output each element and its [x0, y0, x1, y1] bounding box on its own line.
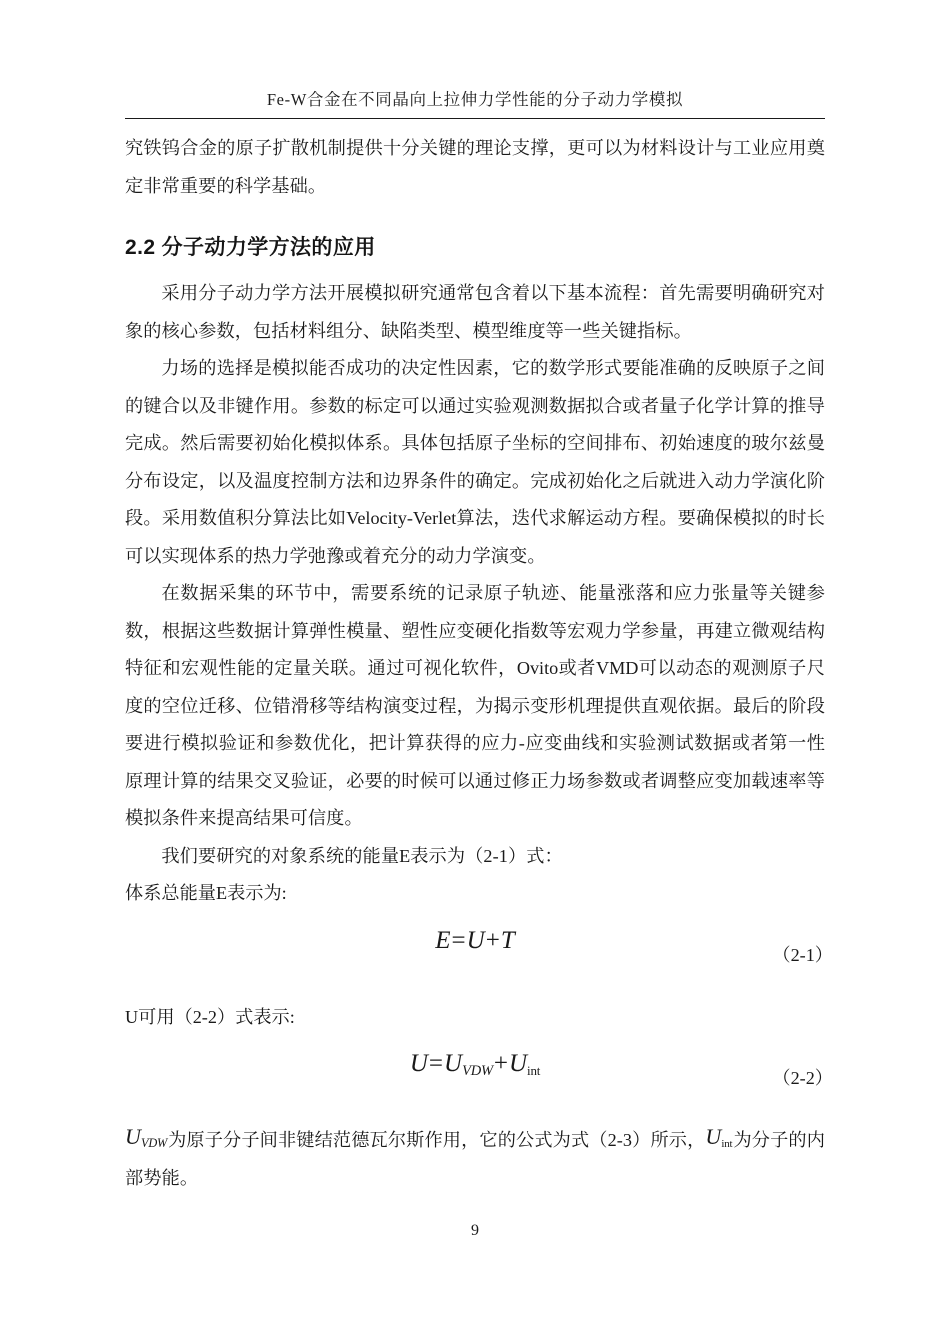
paragraph-5-text-a: 为原子分子间非键结范德瓦尔斯作用，它的公式为式（2-3）所示，	[168, 1130, 706, 1150]
eq2-lhs: U	[409, 1050, 428, 1077]
section-heading-2-2: 2.2 分子动力学方法的应用	[125, 236, 376, 259]
paragraph-2	[125, 350, 825, 575]
eq1-plus: +	[485, 926, 500, 954]
eq1-lhs: E	[435, 926, 451, 954]
paragraph-5-text-b: 为分子的内部势能。	[125, 1130, 825, 1188]
eq2-rhs-1: U	[444, 1050, 463, 1077]
eq2-equals: =	[428, 1050, 443, 1077]
term-ovito: Ovito	[516, 658, 559, 678]
eq2-rhs-1-subscript: VDW	[462, 1063, 493, 1080]
eq1-rhs-1: U	[466, 926, 485, 954]
inline-u-vdw-base: U	[125, 1124, 141, 1149]
header-rule	[125, 118, 825, 119]
equation-number-2-1: （2-1）	[772, 944, 833, 965]
lead-line-1-text-a: 体系总能量	[125, 883, 216, 903]
lead-line-2-text: 可用（2-2）式表示:	[138, 1006, 295, 1027]
paragraph-3	[125, 575, 825, 838]
eq2-rhs-2-subscript: int	[527, 1062, 541, 1078]
page-number: 9	[471, 1222, 479, 1239]
lead-line-potential-energy	[125, 999, 825, 1037]
term-velocity-verlet: Velocity-Verlet	[346, 508, 457, 528]
symbol-e-lead: E	[215, 883, 228, 903]
symbol-e-inline: E	[399, 845, 411, 866]
lead-line-total-energy	[125, 875, 825, 913]
paragraph-2-text-a: 力场的选择是模拟能否成功的决定性因素，它的数学形式要能准确的反映原子之间的键合以及非键作用。参数的标定可以通过实验观测数据拟合或者量子化学计算的推导完成。然后需要初始化模拟体系。具体包括原子坐标的空间排布、初始速度的玻尔兹曼分布设定，以及温度控制方法和边界条件的确定。完成初始化之后就进入动力学演化阶段。采用数值积分算法比如	[125, 358, 825, 528]
spacer-after-eq-2-2	[125, 1112, 825, 1122]
page-body	[125, 130, 833, 1197]
equation-number-2-2: （2-2）	[772, 1068, 833, 1088]
equation-row-2-1	[125, 926, 833, 985]
inline-symbol-u-vdw	[125, 1124, 168, 1149]
paragraph-3-text-b: 可以动态的观测原子尺度的空位迁移、位错滑移等结构演变过程，为揭示变形机理提供直观依据。最后的阶段要进行模拟验证和参数优化，把计算获得的应力-应变曲线和实验测试数据或者第一性原理计算的结果交叉验证，必要的时候可以通过修正力场参数或者调整应变加载速率等模拟条件来提高结果可信度。	[125, 658, 825, 828]
paragraph-continued: 究铁钨合金的原子扩散机制提供十分关键的理论支撑，更可以为材料设计与工业应用奠定非常重要的科学基础。	[125, 138, 825, 196]
spacer-after-eq-2-1	[125, 989, 825, 999]
paragraph-4	[125, 838, 825, 876]
paragraph-4-text-b: 表示为（2-1）式：	[410, 845, 563, 866]
paragraph-3-text-a: 在数据采集的环节中，需要系统的记录原子轨迹、能量涨落和应力张量等关键参数，根据这些数据计算弹性模量、塑性应变硬化指数等宏观力学参量，再建立微观结构特征和宏观性能的定量关联。通过可视化软件，	[125, 583, 825, 678]
inline-u-int-base: U	[705, 1124, 722, 1149]
eq2-plus: +	[493, 1050, 508, 1077]
paragraph-5	[125, 1122, 825, 1197]
lead-line-1-text-b: 表示为:	[227, 883, 287, 903]
paragraph-1: 采用分子动力学方法开展模拟研究通常包含着以下基本流程：首先需要明确研究对象的核心参数，包括材料组分、缺陷类型、模型维度等一些关键指标。	[125, 283, 825, 341]
term-vmd: VMD	[595, 658, 639, 678]
inline-u-vdw-subscript: VDW	[141, 1136, 168, 1151]
paragraph-2-text-b: 算法，迭代求解运动方程。要确保模拟的时长可以实现体系的热力学弛豫或着充分的动力学演变。	[125, 508, 825, 566]
paragraph-3-text-mid: 或者	[558, 658, 596, 678]
symbol-u-lead: U	[125, 1006, 139, 1027]
inline-u-int-subscript: int	[721, 1138, 733, 1151]
equation-2-2	[125, 1050, 825, 1080]
paragraph-4-text-a: 我们要研究的对象系统的能量	[161, 845, 400, 866]
page-header	[125, 86, 825, 119]
equation-2-1	[125, 927, 825, 955]
eq1-rhs-2: T	[500, 926, 515, 954]
equation-row-2-2	[125, 1050, 833, 1108]
running-title: Fe-W合金在不同晶向上拉伸力学性能的分子动力学模拟	[266, 90, 684, 109]
eq1-equals: =	[451, 926, 466, 954]
inline-symbol-u-int	[705, 1124, 733, 1149]
eq2-rhs-2: U	[508, 1050, 528, 1077]
